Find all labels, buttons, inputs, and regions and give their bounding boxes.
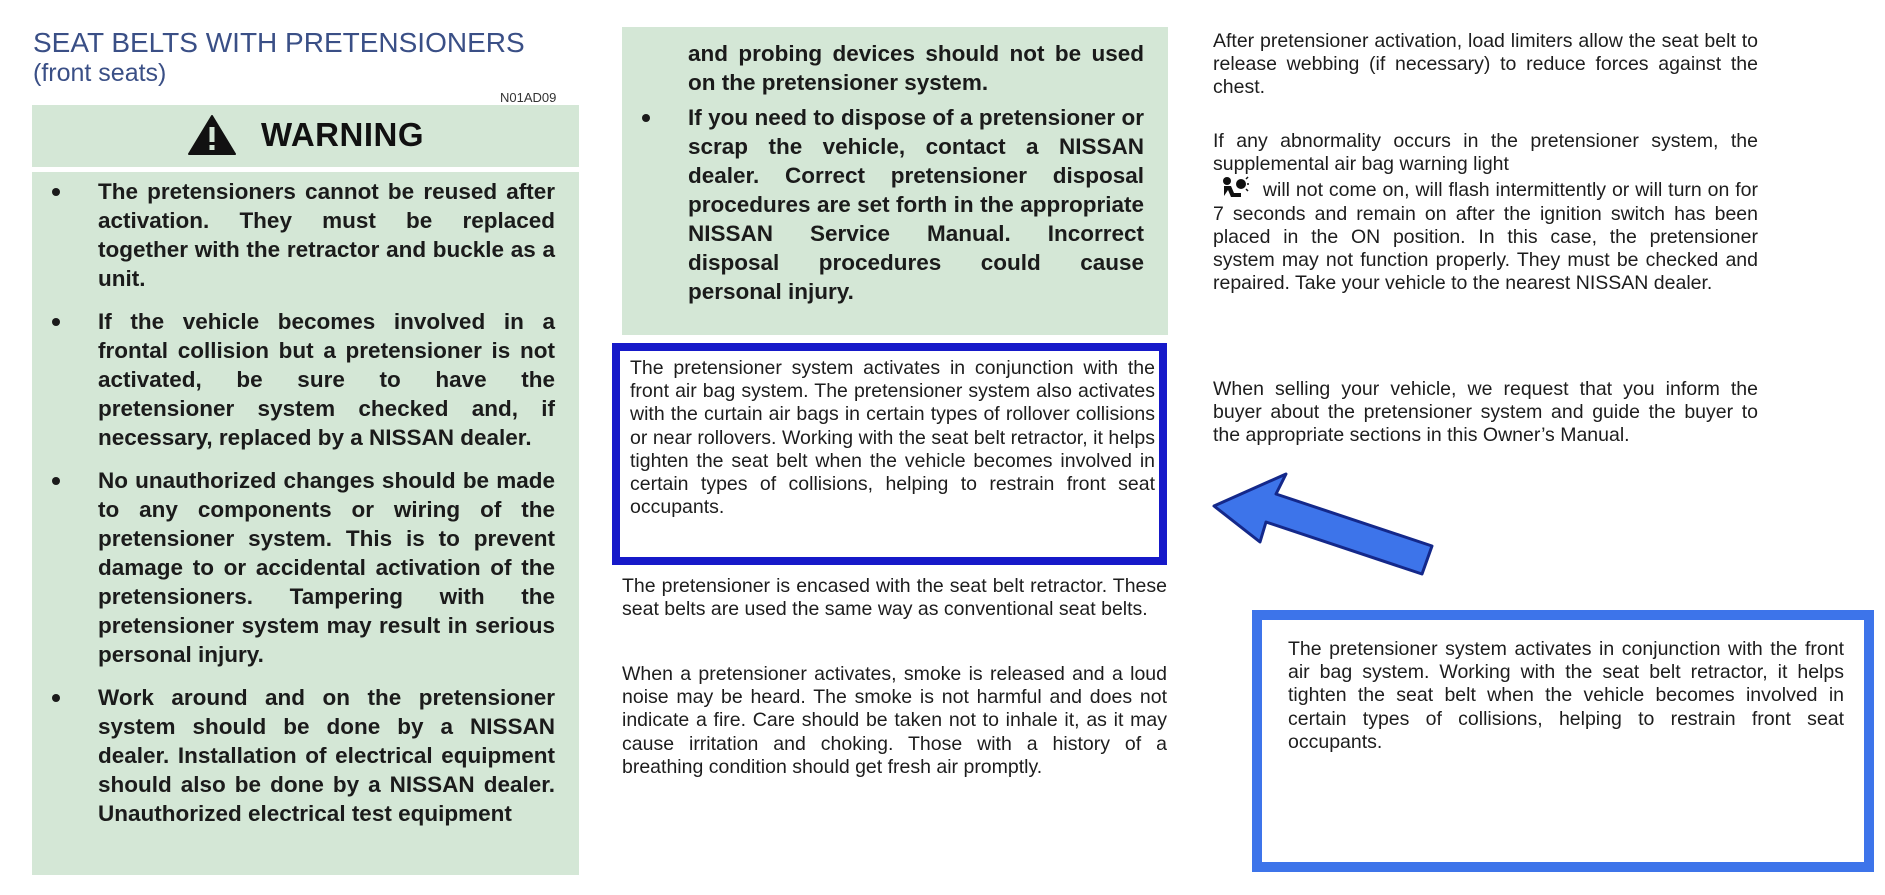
warning-list-continued xyxy=(622,103,1168,320)
pointer-arrow-icon xyxy=(1210,470,1440,590)
airbag-warning-icon xyxy=(1219,176,1249,200)
warning-item: The pretensioners cannot be reused after activation. They must be replaced together with the retractor and buckle as a unit. xyxy=(32,177,579,293)
page-subtitle: (front seats) xyxy=(33,59,167,87)
paragraph-encased: The pretensioner is encased with the seat belt retractor. These seat belts are used the same way as conventional seat belts. xyxy=(622,575,1167,621)
warning-triangle-icon xyxy=(187,114,237,156)
warning-item: No unauthorized changes should be made to any components or wiring of the pretensioner system. This is to prevent damage to or accidental activation of the pretensioners. Tampering with the pretensioner system may result in serious personal injury. xyxy=(32,466,579,669)
bullet-icon xyxy=(52,188,60,196)
highlighted-paragraph-box xyxy=(612,343,1167,565)
warning-item: If the vehicle becomes involved in a frontal collision but a pretensioner is not activated, be sure to have the pretensioner system checked and, if necessary, replaced by a NISSAN dealer. xyxy=(32,307,579,452)
warning-list xyxy=(32,177,579,842)
warning-continuation: and probing devices should not be used on the pretensioner system. xyxy=(688,41,1144,95)
bullet-icon xyxy=(642,114,650,122)
warning-box xyxy=(32,105,579,875)
highlighted-paragraph: The pretensioner system activates in conjunction with the front air bag system. The pretensioner system also activates with the curtain air bags in certain types of rollover collisions or near rollovers. Working with the seat belt retractor, it helps tighten the seat belt when the vehicle becomes involved in certain types of collisions, helping to restrain front seat occupants. xyxy=(630,357,1155,519)
paragraph-load-limiters: After pretensioner activation, load limiters allow the seat belt to release webbing (if necessary) to reduce forces against the chest. xyxy=(1213,30,1758,99)
bullet-icon xyxy=(52,694,60,702)
warning-header xyxy=(32,105,579,165)
section-code: N01AD09 xyxy=(500,90,557,105)
bullet-icon xyxy=(52,318,60,326)
paragraph-selling: When selling your vehicle, we request that you inform the buyer about the pretensioner system and guide the buyer to the appropriate sections in this Owner’s Manual. xyxy=(1213,378,1758,447)
warning-item: Work around and on the pretensioner system should be done by a NISSAN dealer. Installation of electrical equipment should also be done by a NISSAN dealer. Unauthorized electrical test equipment xyxy=(32,683,579,828)
warning-divider xyxy=(32,167,579,172)
warning-label: WARNING xyxy=(261,116,424,153)
bullet-icon xyxy=(52,477,60,485)
revised-paragraph: The pretensioner system activates in conjunction with the front air bag system. Working with the seat belt retractor, it helps tighten the seat belt when the vehicle becomes involved in certain types of collisions, helping to restrain front seat occupants. xyxy=(1288,638,1844,753)
paragraph-smoke: When a pretensioner activates, smoke is released and a loud noise may be heard. The smoke is not harmful and does not indicate a fire. Care should be taken not to inhale it, as it may cause irritation and choking. Those with a history of a breathing condition should get fresh air promptly. xyxy=(622,663,1167,778)
warning-box-continued xyxy=(622,27,1168,335)
warning-item: If you need to dispose of a pretensioner or scrap the vehicle, contact a NISSAN dealer. Correct pretensioner disposal procedures are set forth in the appropriate NISSAN Service Manual. Incorrect disposal procedures could cause personal injury. xyxy=(622,103,1168,306)
section-heading xyxy=(33,28,593,88)
paragraph-abnormality: If any abnormality occurs in the pretensioner system, the supplemental air bag warning light will not come on, will flash intermittently or will turn on for 7 seconds and remain on after the ignition switch has been placed in the ON position. In this case, the pretensioner system may not function properly. They must be checked and repaired. Take your vehicle to the nearest NISSAN dealer. xyxy=(1213,130,1759,295)
page-title: SEAT BELTS WITH PRETENSIONERS xyxy=(33,27,525,58)
revised-paragraph-box xyxy=(1252,610,1874,872)
